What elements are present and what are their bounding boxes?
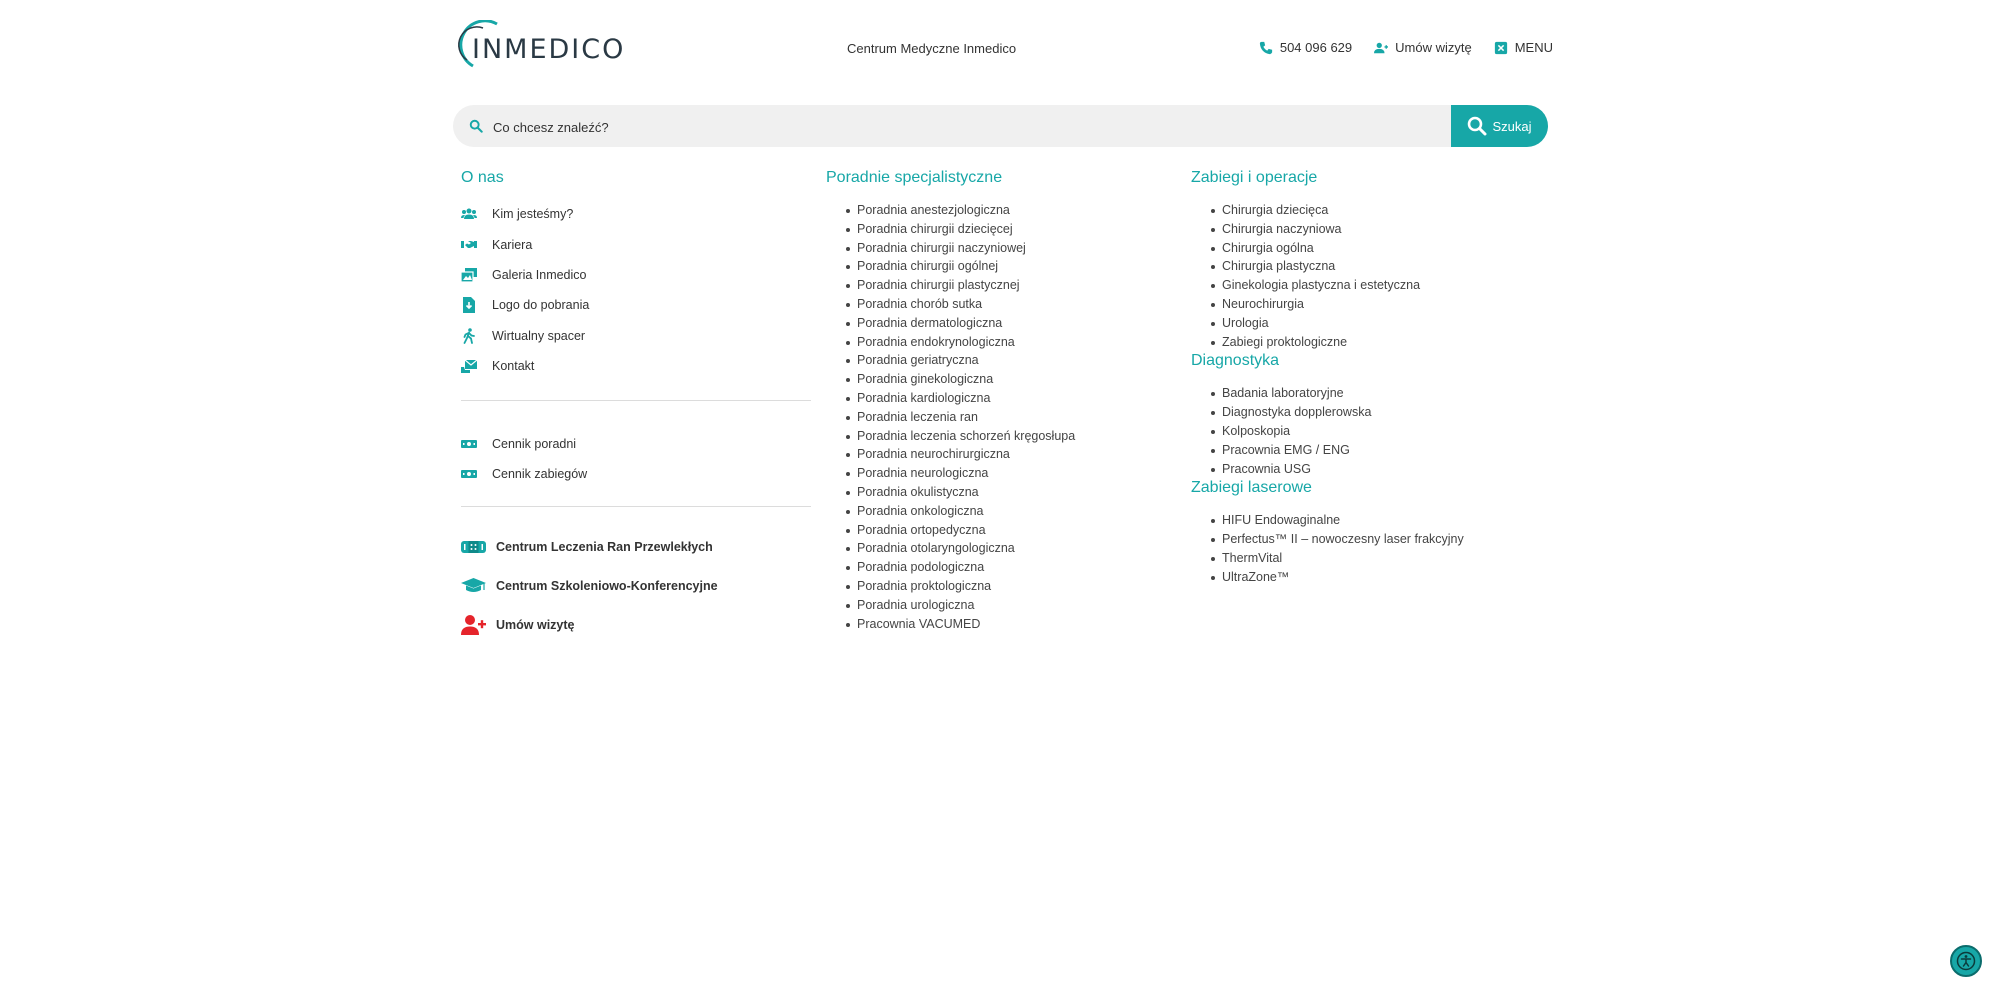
menu-label: MENU — [1514, 40, 1553, 55]
diagnostic-link[interactable]: Pracownia USG — [1222, 460, 1531, 479]
about-title[interactable]: O nas — [461, 169, 504, 186]
clinic-link[interactable]: Poradnia kardiologiczna — [857, 389, 1166, 408]
about-item-label: Logo do pobrania — [492, 298, 590, 313]
clinic-link[interactable]: Poradnia leczenia schorzeń kręgosłupa — [857, 427, 1166, 446]
about-column — [461, 168, 811, 644]
search-icon — [469, 119, 483, 133]
clinic-link[interactable]: Poradnia chirurgii ogólnej — [857, 257, 1166, 276]
walking-icon — [461, 328, 477, 344]
procedure-link[interactable]: Ginekologia plastyczna i estetyczna — [1222, 276, 1531, 295]
site-header — [453, 20, 1553, 80]
price-item-zabiegow[interactable] — [461, 459, 811, 489]
procedures-column — [1191, 168, 1531, 587]
featured-label: Centrum Szkoleniowo-Konferencyjne — [496, 578, 718, 593]
logo[interactable] — [453, 20, 626, 70]
clinic-link[interactable]: Poradnia anestezjologiczna — [857, 201, 1166, 220]
featured-label: Umów wizytę — [496, 617, 575, 632]
menu-close-icon — [1494, 41, 1508, 55]
laser-title[interactable]: Zabiegi laserowe — [1191, 479, 1312, 497]
laser-list — [1191, 511, 1531, 586]
featured-leczenie-ran[interactable] — [461, 527, 811, 566]
clinic-link[interactable]: Poradnia geriatryczna — [857, 351, 1166, 370]
about-item-kariera[interactable] — [461, 229, 811, 259]
about-item-label: Kontakt — [492, 359, 535, 374]
diagnostic-link[interactable]: Pracownia EMG / ENG — [1222, 441, 1531, 460]
clinic-link[interactable]: Poradnia chirurgii dziecięcej — [857, 220, 1166, 239]
about-list — [461, 199, 811, 381]
about-item-label: Galeria Inmedico — [492, 267, 587, 282]
clinic-link[interactable]: Poradnia okulistyczna — [857, 483, 1166, 502]
clinic-link[interactable]: Poradnia urologiczna — [857, 596, 1166, 615]
users-icon — [461, 206, 477, 222]
divider — [461, 400, 811, 401]
clinic-link[interactable]: Poradnia endokrynologiczna — [857, 333, 1166, 352]
laser-link[interactable]: HIFU Endowaginalne — [1222, 511, 1531, 530]
diagnostic-link[interactable]: Badania laboratoryjne — [1222, 384, 1531, 403]
gallery-icon — [461, 267, 477, 283]
featured-list — [461, 527, 811, 644]
laser-link[interactable]: UltraZone™ — [1222, 568, 1531, 587]
price-item-label: Cennik poradni — [492, 436, 577, 451]
search-button[interactable] — [1451, 105, 1548, 147]
money-icon — [461, 436, 477, 452]
price-item-poradni[interactable] — [461, 428, 811, 458]
clinics-column — [826, 168, 1166, 633]
accessibility-button[interactable] — [1950, 945, 1982, 977]
clinic-link[interactable]: Poradnia proktologiczna — [857, 577, 1166, 596]
user-plus-icon — [461, 614, 486, 636]
about-item-galeria[interactable] — [461, 260, 811, 290]
procedures-title[interactable]: Zabiegi i operacje — [1191, 169, 1318, 186]
search-input[interactable] — [491, 105, 1395, 149]
procedure-link[interactable]: Chirurgia dziecięca — [1222, 201, 1531, 220]
featured-label: Centrum Leczenia Ran Przewlekłych — [496, 539, 713, 554]
phone-link[interactable] — [1259, 40, 1352, 55]
appointment-link[interactable] — [1374, 40, 1472, 55]
user-plus-icon — [1374, 41, 1388, 55]
procedures-list — [1191, 201, 1531, 351]
laser-link[interactable]: ThermVital — [1222, 549, 1531, 568]
about-item-label: Wirtualny spacer — [492, 328, 586, 343]
clinic-link[interactable]: Poradnia podologiczna — [857, 558, 1166, 577]
featured-szkoleniowe[interactable] — [461, 566, 811, 605]
laser-link[interactable]: Perfectus™ II – nowoczesny laser frakcyjny — [1222, 530, 1531, 549]
search-icon — [1467, 116, 1487, 136]
site-tagline: Centrum Medyczne Inmedico — [847, 41, 1017, 56]
clinic-link[interactable]: Poradnia otolaryngologiczna — [857, 539, 1166, 558]
featured-umow-wizyte[interactable] — [461, 605, 811, 644]
graduation-cap-icon — [461, 575, 486, 597]
clinic-link[interactable]: Poradnia chorób sutka — [857, 295, 1166, 314]
clinic-link[interactable]: Poradnia ginekologiczna — [857, 370, 1166, 389]
file-download-icon — [461, 297, 477, 313]
about-item-logo[interactable] — [461, 290, 811, 320]
about-item-kim-jestesmy[interactable] — [461, 199, 811, 229]
clinics-title[interactable]: Poradnie specjalistyczne — [826, 169, 1003, 186]
about-item-label: Kariera — [492, 237, 533, 252]
phone-icon — [1259, 41, 1273, 55]
about-item-kontakt[interactable] — [461, 351, 811, 381]
diagnostics-list — [1191, 384, 1531, 478]
search-bar — [453, 105, 1548, 147]
procedure-link[interactable]: Zabiegi proktologiczne — [1222, 333, 1531, 352]
top-actions — [1237, 40, 1553, 55]
accessibility-icon — [1956, 951, 1976, 971]
money-icon — [461, 466, 477, 482]
clinic-link[interactable]: Poradnia ortopedyczna — [857, 521, 1166, 540]
phone-number: 504 096 629 — [1279, 40, 1353, 55]
diagnostic-link[interactable]: Kolposkopia — [1222, 422, 1531, 441]
clinic-link[interactable]: Poradnia dermatologiczna — [857, 314, 1166, 333]
diagnostics-title[interactable]: Diagnostyka — [1191, 352, 1280, 370]
procedure-link[interactable]: Neurochirurgia — [1222, 295, 1531, 314]
handshake-icon — [461, 237, 477, 253]
clinic-link[interactable]: Poradnia neurologiczna — [857, 464, 1166, 483]
contact-icon — [461, 358, 477, 374]
procedure-link[interactable]: Chirurgia plastyczna — [1222, 257, 1531, 276]
diagnostic-link[interactable]: Diagnostyka dopplerowska — [1222, 403, 1531, 422]
price-item-label: Cennik zabiegów — [492, 466, 588, 481]
search-button-label: Szukaj — [1492, 118, 1532, 134]
clinics-list — [826, 201, 1166, 633]
clinic-link[interactable]: Pracownia VACUMED — [857, 615, 1166, 634]
about-item-spacer[interactable] — [461, 321, 811, 351]
procedure-link[interactable]: Urologia — [1222, 314, 1531, 333]
procedure-link[interactable]: Chirurgia naczyniowa — [1222, 220, 1531, 239]
about-item-label: Kim jesteśmy? — [492, 207, 574, 222]
appointment-label: Umów wizytę — [1395, 40, 1472, 55]
bandage-icon — [461, 536, 486, 558]
procedure-link[interactable]: Chirurgia ogólna — [1222, 239, 1531, 258]
logo-text: INMEDICO — [472, 34, 626, 65]
clinic-link[interactable]: Poradnia leczenia ran — [857, 408, 1166, 427]
clinic-link[interactable]: Poradnia chirurgii naczyniowej — [857, 239, 1166, 258]
clinic-link[interactable]: Poradnia neurochirurgiczna — [857, 445, 1166, 464]
clinic-link[interactable]: Poradnia chirurgii plastycznej — [857, 276, 1166, 295]
divider — [461, 506, 811, 507]
price-list — [461, 428, 811, 489]
menu-button[interactable] — [1494, 40, 1553, 55]
clinic-link[interactable]: Poradnia onkologiczna — [857, 502, 1166, 521]
